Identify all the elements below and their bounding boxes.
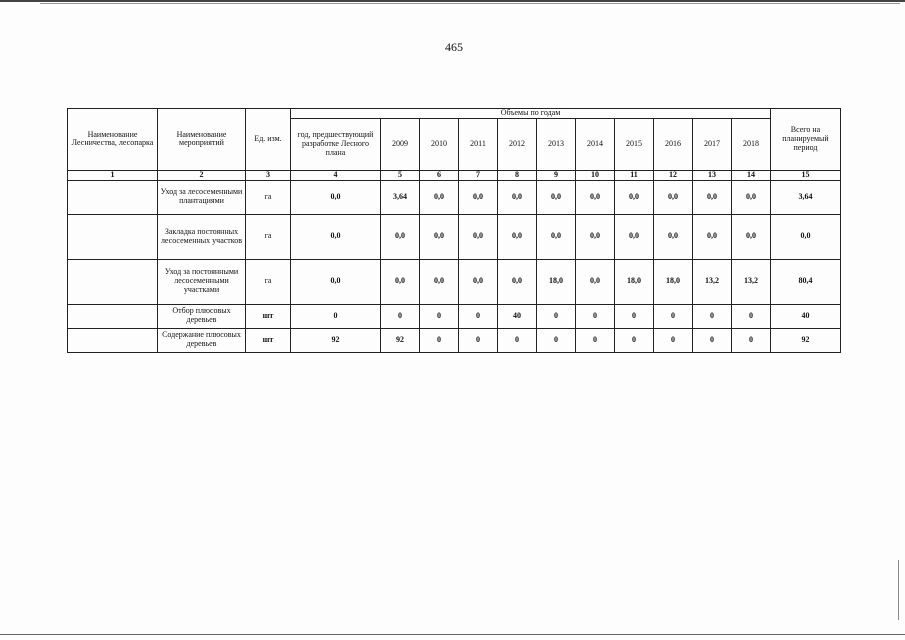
value-cell: 0,0 [420, 180, 459, 214]
column-number: 12 [654, 170, 693, 180]
value-cell: 0,0 [420, 259, 459, 304]
value-cell: 0 [420, 328, 459, 352]
value-cell: 92 [381, 328, 420, 352]
unit-cell: га [246, 259, 291, 304]
value-cell: 0,0 [732, 214, 771, 259]
activity-cell: Закладка постоянных лесосеменных участков [158, 214, 246, 259]
value-cell: 0,0 [576, 180, 615, 214]
value-cell: 0 [693, 328, 732, 352]
unit-cell: га [246, 214, 291, 259]
value-cell: 0,0 [498, 180, 537, 214]
column-number: 10 [576, 170, 615, 180]
value-cell: 0 [654, 328, 693, 352]
column-number: 8 [498, 170, 537, 180]
forestry-cell [68, 304, 158, 328]
column-number: 13 [693, 170, 732, 180]
column-number: 14 [732, 170, 771, 180]
column-number: 5 [381, 170, 420, 180]
header-year: 2014 [576, 118, 615, 170]
column-number: 1 [68, 170, 158, 180]
scan-edge-top-line [40, 3, 900, 4]
header-year: 2017 [693, 118, 732, 170]
header-year: 2018 [732, 118, 771, 170]
header-year: 2011 [459, 118, 498, 170]
value-cell: 0,0 [459, 214, 498, 259]
total-cell: 0,0 [771, 214, 841, 259]
value-cell: 0,0 [576, 214, 615, 259]
column-number: 2 [158, 170, 246, 180]
header-forestry: Наименование Лесничества, лесопарка [68, 109, 158, 171]
value-cell: 0,0 [732, 180, 771, 214]
value-cell: 0 [420, 304, 459, 328]
value-cell: 0 [576, 304, 615, 328]
unit-cell: шт [246, 328, 291, 352]
forestry-cell [68, 214, 158, 259]
value-cell: 13,2 [732, 259, 771, 304]
value-cell: 0,0 [693, 214, 732, 259]
value-cell: 0 [576, 328, 615, 352]
total-cell: 80,4 [771, 259, 841, 304]
column-number: 9 [537, 170, 576, 180]
forestry-cell [68, 328, 158, 352]
column-number: 7 [459, 170, 498, 180]
prev-year-cell: 92 [291, 328, 381, 352]
value-cell: 3,64 [381, 180, 420, 214]
value-cell: 0 [693, 304, 732, 328]
value-cell: 0,0 [615, 180, 654, 214]
column-number: 6 [420, 170, 459, 180]
header-year: 2009 [381, 118, 420, 170]
prev-year-cell: 0,0 [291, 259, 381, 304]
total-cell: 40 [771, 304, 841, 328]
table-row [68, 214, 841, 259]
value-cell: 0 [498, 328, 537, 352]
header-prev-year: год, предшествующий разработке Лесного плана [291, 118, 381, 170]
prev-year-cell: 0,0 [291, 180, 381, 214]
header-activity: Наименование мероприятий [158, 109, 246, 171]
unit-cell: шт [246, 304, 291, 328]
value-cell: 0,0 [498, 259, 537, 304]
value-cell: 0,0 [693, 180, 732, 214]
value-cell: 0 [381, 304, 420, 328]
header-year: 2016 [654, 118, 693, 170]
scan-edge-bottom [0, 634, 905, 635]
page-number: 465 [445, 40, 463, 54]
value-cell: 0,0 [654, 180, 693, 214]
value-cell: 0 [459, 328, 498, 352]
value-cell: 0,0 [576, 259, 615, 304]
prev-year-cell: 0,0 [291, 214, 381, 259]
header-volumes-by-year: Объемы по годам [291, 109, 771, 119]
table-row [68, 328, 841, 352]
value-cell: 18,0 [537, 259, 576, 304]
value-cell: 0 [732, 328, 771, 352]
total-cell: 92 [771, 328, 841, 352]
column-number: 11 [615, 170, 654, 180]
value-cell: 0 [654, 304, 693, 328]
total-cell: 3,64 [771, 180, 841, 214]
value-cell: 0 [537, 328, 576, 352]
activity-cell: Отбор плюсовых деревьев [158, 304, 246, 328]
table-row [68, 180, 841, 214]
value-cell: 0,0 [381, 214, 420, 259]
table-row [68, 259, 841, 304]
value-cell: 0 [732, 304, 771, 328]
column-number: 15 [771, 170, 841, 180]
value-cell: 0,0 [537, 180, 576, 214]
value-cell: 0,0 [459, 180, 498, 214]
header-year: 2012 [498, 118, 537, 170]
header-year: 2010 [420, 118, 459, 170]
value-cell: 0,0 [459, 259, 498, 304]
header-total: Всего на планируемый период [771, 109, 841, 171]
value-cell: 0,0 [537, 214, 576, 259]
value-cell: 40 [498, 304, 537, 328]
value-cell: 0 [615, 304, 654, 328]
value-cell: 0 [615, 328, 654, 352]
value-cell: 18,0 [615, 259, 654, 304]
scan-edge-right [898, 560, 899, 620]
value-cell: 0 [537, 304, 576, 328]
activity-cell: Уход за постоянными лесосеменными участками [158, 259, 246, 304]
column-number: 4 [291, 170, 381, 180]
scan-edge-top [0, 0, 905, 2]
value-cell: 0 [459, 304, 498, 328]
value-cell: 0,0 [381, 259, 420, 304]
activity-cell: Уход за лесосеменными плантациями [158, 180, 246, 214]
value-cell: 0,0 [420, 214, 459, 259]
forestry-cell [68, 180, 158, 214]
column-number: 3 [246, 170, 291, 180]
header-year: 2015 [615, 118, 654, 170]
prev-year-cell: 0 [291, 304, 381, 328]
value-cell: 13,2 [693, 259, 732, 304]
value-cell: 0,0 [498, 214, 537, 259]
value-cell: 18,0 [654, 259, 693, 304]
column-numbers-row [68, 170, 841, 180]
header-unit: Ед. изм. [246, 109, 291, 171]
header-year: 2013 [537, 118, 576, 170]
volumes-table [67, 108, 841, 353]
value-cell: 0,0 [654, 214, 693, 259]
value-cell: 0,0 [615, 214, 654, 259]
unit-cell: га [246, 180, 291, 214]
forestry-cell [68, 259, 158, 304]
activity-cell: Содержание плюсовых деревьев [158, 328, 246, 352]
table-row [68, 304, 841, 328]
